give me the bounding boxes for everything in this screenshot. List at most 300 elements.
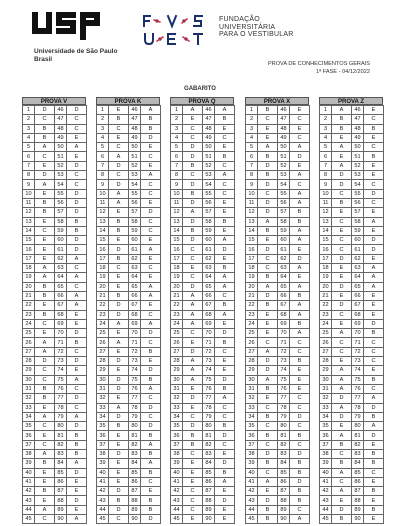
question-number: 21: [23, 291, 35, 300]
question-number: 11: [246, 198, 258, 207]
question-number: 42: [320, 487, 332, 496]
question-number: 89: [203, 505, 215, 514]
question-number: 77: [278, 394, 290, 403]
answer-letter: A: [332, 431, 352, 440]
question-number: 71: [129, 338, 141, 347]
answer-letter: C: [35, 422, 55, 431]
table-row: [23, 236, 87, 245]
answer-letter: A: [35, 338, 55, 347]
question-number: 56: [352, 198, 364, 207]
question-number: 60: [55, 236, 67, 245]
answer-letter: C: [290, 394, 310, 403]
question-number: 23: [23, 310, 35, 319]
question-number: 88: [352, 496, 364, 505]
question-number: 74: [203, 366, 215, 375]
answer-letter: D: [332, 301, 352, 310]
answer-letter: E: [332, 133, 352, 142]
table-row: [97, 515, 161, 524]
question-number: 6: [320, 152, 332, 161]
answer-letter: A: [67, 273, 87, 282]
answer-letter: E: [364, 208, 384, 217]
table-row: [23, 106, 87, 115]
answer-letter: C: [67, 115, 87, 124]
table-row: [171, 291, 235, 300]
table-row: [97, 282, 161, 291]
table-row: [171, 422, 235, 431]
exam-info: [268, 60, 370, 76]
answer-letter: D: [258, 291, 278, 300]
question-number: 29: [97, 366, 109, 375]
prova-column: [96, 97, 160, 524]
question-number: 69: [352, 319, 364, 328]
table-row: [246, 115, 310, 124]
answer-letter: D: [332, 171, 352, 180]
exam-title: PROVA DE CONHECIMENTOS GERAIS: [267, 61, 370, 67]
table-row: [246, 245, 310, 254]
answer-letter: B: [35, 291, 55, 300]
table-row: [171, 468, 235, 477]
table-row: [320, 347, 384, 356]
question-number: 70: [55, 329, 67, 338]
question-number: 35: [23, 422, 35, 431]
answer-letter: C: [290, 505, 310, 514]
question-number: 48: [352, 124, 364, 133]
answer-letter: B: [364, 449, 384, 458]
question-number: 24: [171, 319, 183, 328]
question-number: 83: [55, 449, 67, 458]
answer-letter: B: [290, 291, 310, 300]
question-number: 48: [203, 124, 215, 133]
question-number: 53: [352, 171, 364, 180]
question-number: 84: [129, 459, 141, 468]
table-row: [23, 459, 87, 468]
answer-letter: C: [183, 412, 203, 421]
question-number: 10: [97, 189, 109, 198]
question-number: 33: [171, 403, 183, 412]
answer-letter: A: [183, 366, 203, 375]
page-header: [0, 0, 400, 100]
question-number: 70: [352, 329, 364, 338]
question-number: 90: [55, 515, 67, 524]
question-number: 76: [129, 384, 141, 393]
question-number: 1: [97, 106, 109, 115]
question-number: 45: [97, 515, 109, 524]
question-number: 80: [278, 422, 290, 431]
question-number: 85: [129, 468, 141, 477]
answer-letter: B: [109, 291, 129, 300]
question-number: 40: [171, 468, 183, 477]
answer-letter: A: [258, 375, 278, 384]
question-number: 35: [97, 422, 109, 431]
answer-letter: E: [141, 143, 161, 152]
answer-letter: E: [332, 291, 352, 300]
question-number: 82: [55, 440, 67, 449]
answer-letter: A: [141, 106, 161, 115]
question-number: 11: [171, 198, 183, 207]
question-number: 59: [278, 226, 290, 235]
answer-letter: E: [67, 505, 87, 514]
question-number: 30: [97, 375, 109, 384]
question-number: 33: [97, 403, 109, 412]
answer-letter: C: [364, 468, 384, 477]
table-row: [97, 366, 161, 375]
table-row: [246, 468, 310, 477]
answer-letter: C: [332, 338, 352, 347]
answer-letter: D: [67, 198, 87, 207]
answer-letter: D: [183, 236, 203, 245]
table-row: [171, 440, 235, 449]
question-number: 8: [320, 171, 332, 180]
question-number: 87: [278, 487, 290, 496]
answer-letter: B: [109, 496, 129, 505]
answer-letter: E: [35, 236, 55, 245]
answer-letter: B: [141, 347, 161, 356]
question-number: 67: [203, 301, 215, 310]
table-row: [97, 329, 161, 338]
answer-table: [319, 105, 384, 524]
question-number: 37: [23, 440, 35, 449]
usp-name: Universidade de São Paulo: [34, 48, 118, 55]
question-number: 66: [55, 291, 67, 300]
answer-letter: A: [35, 180, 55, 189]
fuvest-name: [219, 16, 293, 39]
question-number: 19: [246, 273, 258, 282]
answer-table: [22, 105, 87, 524]
question-number: 45: [23, 515, 35, 524]
question-number: 2: [97, 115, 109, 124]
answer-letter: C: [183, 245, 203, 254]
table-row: [97, 440, 161, 449]
question-number: 33: [320, 403, 332, 412]
question-number: 58: [129, 217, 141, 226]
question-number: 31: [320, 384, 332, 393]
table-row: [246, 180, 310, 189]
question-number: 31: [97, 384, 109, 393]
answer-letter: E: [35, 217, 55, 226]
table-row: [320, 319, 384, 328]
answer-letter: C: [141, 338, 161, 347]
question-number: 20: [97, 282, 109, 291]
question-number: 64: [129, 273, 141, 282]
question-number: 18: [246, 264, 258, 273]
table-row: [23, 384, 87, 393]
answer-letter: A: [332, 375, 352, 384]
answer-letter: E: [109, 394, 129, 403]
question-number: 38: [23, 449, 35, 458]
table-row: [320, 264, 384, 273]
table-row: [320, 449, 384, 458]
answer-letter: B: [215, 152, 235, 161]
question-number: 67: [278, 301, 290, 310]
question-number: 18: [171, 264, 183, 273]
answer-letter: A: [67, 254, 87, 263]
answer-letter: B: [35, 310, 55, 319]
question-number: 41: [23, 477, 35, 486]
table-row: [171, 217, 235, 226]
question-number: 58: [55, 217, 67, 226]
question-number: 15: [246, 236, 258, 245]
table-row: [23, 329, 87, 338]
question-number: 28: [97, 357, 109, 366]
table-row: [320, 366, 384, 375]
answer-letter: C: [332, 245, 352, 254]
table-row: [171, 338, 235, 347]
answer-letter: A: [183, 319, 203, 328]
table-row: [246, 505, 310, 514]
answer-letter: B: [290, 496, 310, 505]
question-number: 14: [320, 226, 332, 235]
answer-letter: B: [290, 319, 310, 328]
answer-letter: D: [183, 347, 203, 356]
question-number: 39: [171, 459, 183, 468]
answer-letter: B: [109, 422, 129, 431]
fuvest-logo: [142, 14, 212, 46]
answer-letter: E: [67, 152, 87, 161]
table-row: [171, 505, 235, 514]
question-number: 3: [171, 124, 183, 133]
question-number: 8: [97, 171, 109, 180]
answer-letter: E: [364, 366, 384, 375]
prova-title: PROVA Z: [319, 97, 383, 105]
question-number: 35: [171, 422, 183, 431]
answer-letter: A: [258, 217, 278, 226]
answer-letter: E: [67, 310, 87, 319]
answer-letter: E: [109, 106, 129, 115]
answer-letter: E: [258, 310, 278, 319]
table-row: [320, 124, 384, 133]
table-row: [23, 301, 87, 310]
table-row: [246, 319, 310, 328]
answer-letter: A: [35, 264, 55, 273]
answer-letter: C: [35, 375, 55, 384]
question-number: 33: [23, 403, 35, 412]
question-number: 38: [246, 449, 258, 458]
answer-letter: D: [35, 171, 55, 180]
answer-letter: D: [364, 236, 384, 245]
question-number: 4: [23, 133, 35, 142]
prova-column: [319, 97, 383, 524]
question-number: 11: [97, 198, 109, 207]
question-number: 17: [97, 254, 109, 263]
answer-letter: B: [332, 124, 352, 133]
question-number: 25: [171, 329, 183, 338]
table-row: [246, 133, 310, 142]
question-number: 17: [320, 254, 332, 263]
answer-letter: E: [109, 133, 129, 142]
answer-letter: A: [332, 329, 352, 338]
question-number: 89: [129, 505, 141, 514]
table-row: [23, 375, 87, 384]
answer-letter: A: [141, 171, 161, 180]
table-row: [171, 124, 235, 133]
question-number: 50: [278, 143, 290, 152]
question-number: 46: [352, 106, 364, 115]
question-number: 36: [23, 431, 35, 440]
question-number: 81: [55, 431, 67, 440]
table-row: [97, 449, 161, 458]
question-number: 77: [55, 394, 67, 403]
answer-letter: B: [141, 505, 161, 514]
table-row: [23, 180, 87, 189]
answer-letter: B: [290, 217, 310, 226]
answer-letter: C: [141, 477, 161, 486]
question-number: 78: [55, 403, 67, 412]
table-row: [320, 422, 384, 431]
answer-letter: B: [183, 161, 203, 170]
prova-title: PROVA Q: [170, 97, 234, 105]
table-row: [171, 143, 235, 152]
answer-letter: A: [215, 310, 235, 319]
question-number: 45: [171, 515, 183, 524]
gabarito-heading: GABARITO: [184, 86, 216, 92]
answer-letter: A: [141, 384, 161, 393]
answer-letter: A: [290, 329, 310, 338]
question-number: 49: [278, 133, 290, 142]
answer-letter: A: [183, 208, 203, 217]
question-number: 35: [320, 422, 332, 431]
table-row: [246, 431, 310, 440]
table-row: [97, 171, 161, 180]
question-number: 55: [129, 189, 141, 198]
answer-letter: C: [215, 189, 235, 198]
question-number: 50: [352, 143, 364, 152]
question-number: 29: [320, 366, 332, 375]
question-number: 65: [352, 282, 364, 291]
answer-letter: E: [258, 329, 278, 338]
answer-letter: E: [109, 468, 129, 477]
question-number: 69: [278, 319, 290, 328]
answer-letter: E: [109, 366, 129, 375]
question-number: 22: [23, 301, 35, 310]
answer-letter: C: [67, 264, 87, 273]
table-row: [23, 198, 87, 207]
table-row: [97, 496, 161, 505]
answer-letter: A: [67, 143, 87, 152]
question-number: 29: [23, 366, 35, 375]
question-number: 8: [246, 171, 258, 180]
answer-letter: A: [109, 338, 129, 347]
question-number: 41: [246, 477, 258, 486]
question-number: 88: [203, 496, 215, 505]
prova-column: [170, 97, 234, 524]
answer-letter: E: [290, 124, 310, 133]
answer-letter: A: [35, 347, 55, 356]
answer-letter: C: [35, 366, 55, 375]
answer-letter: B: [215, 301, 235, 310]
answer-letter: A: [290, 282, 310, 291]
answer-letter: A: [364, 273, 384, 282]
table-row: [246, 301, 310, 310]
table-row: [97, 226, 161, 235]
question-number: 40: [320, 468, 332, 477]
answer-letter: A: [67, 301, 87, 310]
table-row: [320, 468, 384, 477]
question-number: 73: [55, 357, 67, 366]
table-row: [246, 394, 310, 403]
question-number: 27: [320, 347, 332, 356]
table-row: [171, 171, 235, 180]
answer-letter: A: [35, 412, 55, 421]
question-number: 80: [203, 422, 215, 431]
question-number: 2: [23, 115, 35, 124]
answer-letter: D: [35, 357, 55, 366]
table-row: [246, 226, 310, 235]
answer-letter: B: [364, 412, 384, 421]
question-number: 52: [352, 161, 364, 170]
answer-letter: E: [332, 264, 352, 273]
answer-letter: E: [290, 384, 310, 393]
answer-letter: C: [332, 310, 352, 319]
question-number: 31: [246, 384, 258, 393]
answer-letter: D: [215, 431, 235, 440]
question-number: 62: [203, 254, 215, 263]
answer-letter: A: [109, 198, 129, 207]
question-number: 40: [23, 468, 35, 477]
question-number: 45: [246, 515, 258, 524]
table-row: [320, 431, 384, 440]
question-number: 84: [203, 459, 215, 468]
answer-letter: D: [67, 189, 87, 198]
table-row: [97, 357, 161, 366]
question-number: 88: [129, 496, 141, 505]
question-number: 50: [129, 143, 141, 152]
table-row: [246, 273, 310, 282]
table-row: [246, 254, 310, 263]
answer-letter: A: [183, 357, 203, 366]
answer-letter: B: [258, 226, 278, 235]
table-row: [171, 245, 235, 254]
table-row: [320, 143, 384, 152]
question-number: 29: [171, 366, 183, 375]
answer-letter: E: [67, 487, 87, 496]
question-number: 11: [320, 198, 332, 207]
question-number: 25: [23, 329, 35, 338]
question-number: 66: [352, 291, 364, 300]
answer-letter: D: [141, 403, 161, 412]
answer-letter: D: [109, 180, 129, 189]
table-row: [171, 477, 235, 486]
answer-letter: C: [67, 180, 87, 189]
table-row: [320, 301, 384, 310]
answer-letter: E: [67, 319, 87, 328]
answer-letter: A: [290, 171, 310, 180]
table-row: [246, 477, 310, 486]
question-number: 51: [352, 152, 364, 161]
answer-letter: C: [183, 171, 203, 180]
answer-letter: B: [258, 106, 278, 115]
question-number: 14: [171, 226, 183, 235]
answer-letter: A: [215, 106, 235, 115]
table-row: [320, 310, 384, 319]
question-number: 66: [278, 291, 290, 300]
question-number: 47: [278, 115, 290, 124]
question-number: 78: [352, 403, 364, 412]
question-number: 43: [246, 496, 258, 505]
question-number: 55: [203, 189, 215, 198]
question-number: 52: [129, 161, 141, 170]
table-row: [97, 217, 161, 226]
answer-letter: A: [364, 394, 384, 403]
table-row: [171, 273, 235, 282]
question-number: 46: [278, 106, 290, 115]
question-number: 6: [171, 152, 183, 161]
answer-letter: B: [183, 226, 203, 235]
question-number: 51: [55, 152, 67, 161]
question-number: 57: [203, 208, 215, 217]
question-number: 37: [320, 440, 332, 449]
question-number: 4: [246, 133, 258, 142]
table-row: [23, 282, 87, 291]
